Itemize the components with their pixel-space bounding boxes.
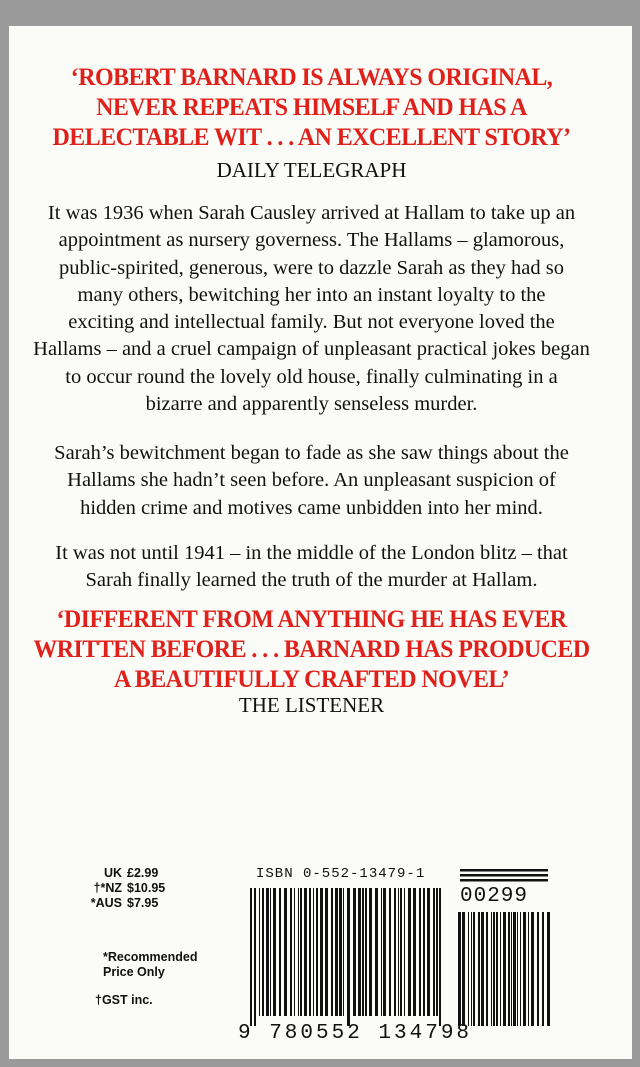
barcode-bar (358, 888, 361, 1016)
addon-bar (486, 912, 488, 1026)
barcode-bar (365, 888, 367, 1016)
addon-bar (513, 912, 516, 1026)
barcode-bar (389, 888, 391, 1016)
addon-bar (478, 912, 480, 1026)
note-line: Price Only (103, 965, 165, 979)
barcode-bar (279, 888, 281, 1016)
barcode-bar (439, 888, 441, 1026)
blurb-line: many others, bewitching her into an instant loyalty to the (77, 283, 546, 306)
barcode-bar (398, 888, 399, 1016)
barcode-bar (400, 888, 402, 1016)
barcode-bar (316, 888, 318, 1016)
addon-bar (531, 912, 534, 1026)
blurb-line: Hallams – and a cruel campaign of unpleasant practical jokes began (33, 338, 590, 361)
barcode-bar (369, 888, 372, 1016)
barcode-bar (347, 888, 350, 1026)
price-value: £2.99 (127, 866, 159, 880)
blurb-line: Sarah’s bewitchment began to fade as she saw things about the (54, 442, 569, 464)
barcode-bar (433, 888, 435, 1016)
blurb-line: Sarah finally learned the truth of the murder at Hallam. (85, 569, 538, 592)
quote-1-line: NEVER REPEATS HIMSELF AND HAS A (96, 92, 527, 121)
addon-bar (520, 912, 521, 1026)
barcode-bar (262, 888, 264, 1016)
addon-bar (496, 912, 498, 1026)
barcode-bar (313, 888, 314, 1016)
barcode-bar (298, 888, 299, 1016)
addon-barcode-bars (458, 912, 550, 1026)
barcode-bar (309, 888, 311, 1016)
barcode-bar (335, 888, 338, 1016)
addon-bar (481, 912, 484, 1026)
addon-bar (537, 912, 539, 1026)
barcode-bar (404, 888, 405, 1016)
quote-1-line: ‘ROBERT BARNARD IS ALWAYS ORIGINAL, (70, 62, 553, 91)
price-region: †*NZ (93, 881, 122, 895)
price-region: *AUS (90, 896, 122, 910)
barcode-bar (300, 888, 302, 1016)
ean-digits: 9 780552 134798 (238, 1022, 473, 1045)
barcode-bar (266, 888, 269, 1016)
addon-bar (491, 912, 492, 1026)
quote-2-line: A BEAUTIFULLY CRAFTED NOVEL’ (113, 664, 510, 693)
blurb-line: public-spirited, generous, were to dazzle Sarah as they had so (59, 256, 564, 279)
addon-bar (500, 912, 501, 1026)
barcode-bar (394, 888, 396, 1016)
barcode-bar (343, 888, 344, 1016)
barcode-bar (339, 888, 342, 1016)
price-region: UK (103, 866, 122, 880)
quote-2-line: WRITTEN BEFORE . . . BARNARD HAS PRODUCED (33, 634, 590, 663)
barcode-bar (413, 888, 416, 1016)
barcode-bar (381, 888, 382, 1016)
barcode-bar (284, 888, 287, 1016)
barcode-bar (290, 888, 292, 1016)
addon-bar (511, 912, 512, 1026)
barcode-bar (270, 888, 271, 1016)
addon-bar (493, 912, 495, 1026)
blurb-line: appointment as nursery governess. The Hallams – glamorous, (58, 229, 565, 252)
barcode-bar (375, 888, 378, 1016)
addon-bar (468, 912, 469, 1026)
quote-2-source: THE LISTENER (238, 693, 385, 717)
barcode-bar (320, 888, 323, 1016)
blurb-line: Hallams she hadn’t seen before. An unpleasant suspicion of (67, 469, 556, 492)
barcode-bar (353, 888, 356, 1016)
addon-bar (508, 912, 510, 1026)
barcode-bar (254, 888, 256, 1026)
price-code: 00299 (460, 885, 529, 908)
barcode-bar (294, 888, 295, 1016)
note-line: *Recommended (103, 950, 198, 964)
barcode-bar (383, 888, 386, 1016)
blurb-line: to occur round the lovely old house, finally culminating in a (65, 365, 558, 388)
addon-bar (517, 912, 518, 1026)
barcode-bar (250, 888, 252, 1026)
blurb-line: hidden crime and motives came unbidden into her mind. (80, 496, 543, 519)
isbn-text: ISBN 0-552-13479-1 (256, 866, 426, 882)
barcode-top-rules (460, 869, 548, 882)
addon-bar (462, 912, 465, 1026)
blurb-line: bizarre and apparently senseless murder. (145, 393, 478, 416)
blurb-line: It was not until 1941 – in the middle of the London blitz – that (55, 542, 568, 564)
barcode-rule (460, 869, 548, 872)
barcode-bar (408, 888, 411, 1016)
addon-bar (547, 912, 550, 1026)
barcode-bar (362, 888, 364, 1016)
barcode-bar (423, 888, 425, 1016)
barcode-rule (460, 879, 548, 882)
addon-bar (528, 912, 529, 1026)
quote-1-line: DELECTABLE WIT . . . AN EXCELLENT STORY’ (52, 122, 571, 151)
barcode-bar (325, 888, 328, 1016)
quote-1-source: DAILY TELEGRAPH (216, 158, 407, 182)
quote-2-line: ‘DIFFERENT FROM ANYTHING HE HAS EVER (56, 604, 567, 633)
addon-bar (458, 912, 461, 1026)
barcode-bar (273, 888, 276, 1016)
gst-note: †GST inc. (95, 993, 153, 1007)
addon-bar (471, 912, 472, 1026)
blurb-line: exciting and intellectual family. But not everyone loved the (68, 311, 555, 334)
addon-bar (473, 912, 475, 1026)
price-value: $10.95 (127, 881, 166, 895)
addon-bar (542, 912, 544, 1026)
price-value: $7.95 (127, 896, 159, 910)
barcode-bar (331, 888, 333, 1016)
barcode-bar (427, 888, 430, 1016)
barcode-bar (436, 888, 438, 1016)
blurb-line: It was 1936 when Sarah Causley arrived at Hallam to take up an (47, 202, 576, 224)
barcode-bar (259, 888, 260, 1016)
barcode-rule (460, 874, 548, 877)
addon-bar (523, 912, 526, 1026)
addon-bar (503, 912, 506, 1026)
barcode-bar (419, 888, 421, 1016)
barcode-bar (304, 888, 307, 1016)
